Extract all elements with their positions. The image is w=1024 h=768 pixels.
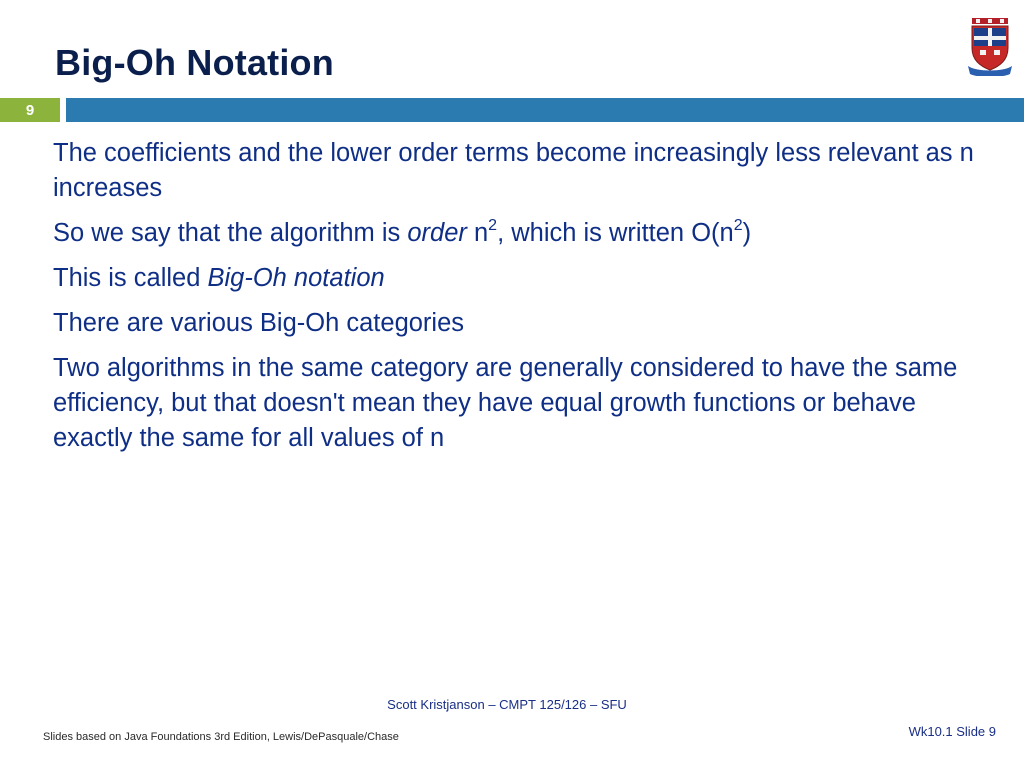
bullet-3: This is called Big-Oh notation — [53, 264, 385, 292]
bullet-4: There are various Big-Oh categories — [53, 309, 465, 337]
header-band — [66, 98, 1024, 122]
footer-slide-label: Wk10.1 Slide 9 — [908, 724, 996, 739]
footer-source: Slides based on Java Foundations 3rd Edition, Lewis/DePasquale/Chase — [43, 731, 399, 743]
slide-body — [53, 136, 988, 466]
slide-number-badge: 9 — [0, 98, 60, 122]
university-crest-icon — [966, 16, 1014, 76]
footer-author: Scott Kristjanson – CMPT 125/126 – SFU — [387, 697, 627, 712]
slide-title: Big-Oh Notation — [55, 42, 334, 83]
bullet-1: The coefficients and the lower order terms become increasingly less relevant as n increases — [53, 139, 974, 202]
bullet-2: So we say that the algorithm is order $n^2$, which is written $O(n^2)$ — [53, 216, 752, 247]
bullet-5: Two algorithms in the same category are generally considered to have the same efficiency, but that doesn't mean they have equal growth functions or behave exactly the same for all values of n — [53, 354, 958, 452]
